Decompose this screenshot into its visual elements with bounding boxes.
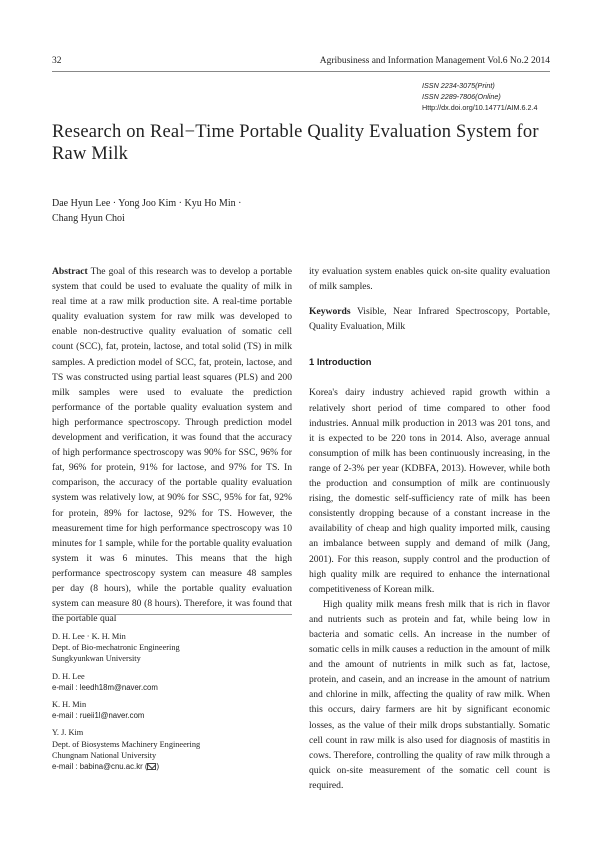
abstract-text: The goal of this research was to develop a portable system that could be used to evaluate the quality of milk in real time at a raw milk production site. A real-time portable quality evaluation system for raw milk was developed to enable non-destructive quality evaluation of somatic cell count (SCC), fat, protein, lactose, and total solid (TS) in milk samples. A prediction model of SCC, fat, protein, lactose, and TS was constructed using partial least squares (PLS) and 200 milk samples were used to evaluate the prediction performance of the portable quality evaluation system and high performance spectroscopy. Through prediction model development and verification, it was found that the accuracy of high performance spectroscopy was 90% for SSC, 96% for fat, 96% for protein, 91% for lactose, and 97% for TS. In comparison, the accuracy of the portable quality evaluation system was relatively low, at 90% for SSC, 95% for fat, 92% for protein, 89% for lactose, 92% for TS. However, the measurement time for high performance spectroscopy was 10 minutes for 1 sample, while for the portable quality evaluation system it was 6 minutes. This means that the high performance spectroscopy system can measure 48 samples per day (8 hours), while the portable quality evaluation system can measure 80 (8 hours). Therefore, it was found that the portable qual (52, 266, 292, 625)
affiliation-names: D. H. Lee · K. H. Min (52, 632, 126, 641)
email-link[interactable]: e-mail : rueii1l@naver.com (52, 711, 145, 721)
affiliation-names: D. H. Lee (52, 671, 85, 681)
keywords-text: Visible, Near Infrared Spectroscopy, Portable, Quality Evaluation, Milk (309, 306, 550, 333)
affiliations (52, 631, 292, 778)
envelope-icon (147, 763, 156, 770)
affiliation-names: K. H. Min (52, 700, 87, 710)
email-link[interactable]: e-mail : babina@cnu.ac.kr ( (52, 762, 148, 772)
affiliation-names: Y. J. Kim (52, 728, 84, 738)
email-link[interactable]: e-mail : leedh18m@naver.com (52, 682, 158, 692)
left-column (52, 264, 292, 626)
right-column (309, 264, 550, 793)
email-suffix: ) (156, 762, 160, 772)
paper-title: Research on Real−Time Portable Quality Evaluation System for Raw Milk (52, 122, 539, 164)
affiliation-2 (52, 671, 292, 693)
affiliation-univ: Sungkyunkwan University (52, 654, 141, 664)
affiliation-univ: Chungnam National University (52, 750, 157, 760)
abstract-label: Abstract (52, 266, 88, 277)
issn-block (422, 80, 550, 113)
page-number: 32 (52, 56, 62, 66)
intro-paragraph-2: High quality milk means fresh milk that is rich in flavor and nutrients such as protein and fat, while being low in bacteria and somatic cells. An increase in the number of somatic cells in milk causes a reduction in the amount of milk and the amount of nutrients in milk such as fat, lactose, protein, and casein, and an increase in the amount of natrium and chlorine in milk, affecting the quality of raw milk. When this occurs, dairy farmers are hit by significant economic losses, as the value of their milk drops substantially. Somatic cell count in raw milk is also used for diagnosis of mastitis in cows. Therefore, controlling the quality of raw milk through a quick on-site measurement of the somatic cell count is required. (309, 598, 550, 791)
issn-print: ISSN 2234-3075(Print) (422, 81, 495, 90)
issn-online: ISSN 2289-7806(Online) (422, 92, 501, 101)
journal-citation: Agribusiness and Information Management Vol.6 No.2 2014 (319, 56, 550, 66)
affiliation-1 (52, 631, 292, 665)
keywords (309, 304, 550, 334)
section-heading-introduction: 1 Introduction (309, 356, 372, 368)
corresponding-email (52, 761, 292, 772)
footnote-divider (52, 614, 292, 615)
running-head (52, 56, 550, 72)
affiliation-4 (52, 727, 292, 772)
author-list (52, 196, 352, 226)
affiliation-3 (52, 699, 292, 721)
abstract-continuation: ity evaluation system enables quick on-site quality evaluation of milk samples. (309, 266, 550, 293)
affiliation-dept: Dept. of Biosystems Machinery Engineering (52, 739, 201, 749)
authors-line-1: Dae Hyun Lee · Yong Joo Kim · Kyu Ho Min · (52, 198, 242, 209)
intro-paragraph-1: Korea's dairy industry achieved rapid growth within a relatively short period of time compared to other food industries. Annual milk production in 2013 was 201 tons, and it is expected to be 220 tons in 2014. Also, average annual consumption of milk has been continuously increasing, in the range of 2-3% per year (KDBFA, 2013). However, while both the production and consumption of milk are continuously rising, the domestic self-sufficiency rate of milk has been consistently dropping because of a constant increase in the availability of cheap and high quality imported milk, causing an imbalance between supply and demand of milk (Jang, 2001). For this reason, supply control and the production of high quality milk are required to enhance the international competitiveness of Korean milk. (309, 387, 550, 595)
keywords-label: Keywords (309, 306, 351, 318)
abstract (52, 264, 292, 626)
affiliation-dept: Dept. of Bio-mechatronic Engineering (52, 643, 180, 653)
doi-link[interactable]: Http://dx.doi.org/10.14771/AIM.6.2.4 (422, 103, 538, 112)
authors-line-2: Chang Hyun Choi (52, 213, 125, 224)
